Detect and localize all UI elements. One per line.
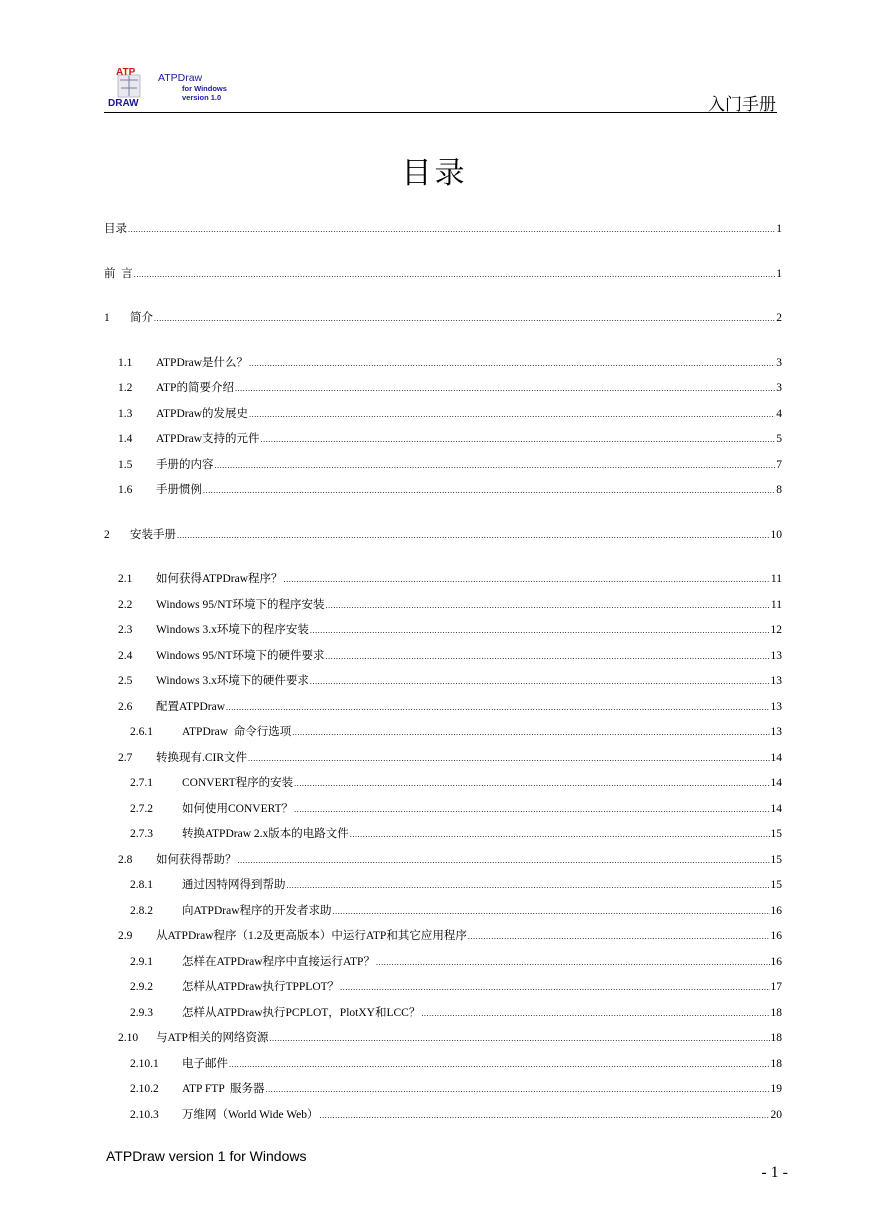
toc-entry-page: 5 xyxy=(776,433,782,445)
toc-entry-title: 安装手册 xyxy=(130,528,176,541)
toc-dot-leader xyxy=(468,929,770,944)
toc-entry-title: Windows 3.x环境下的程序安装 xyxy=(156,624,309,636)
toc-entry[interactable] xyxy=(104,853,782,879)
toc-entry[interactable] xyxy=(104,929,782,955)
toc-entry[interactable] xyxy=(104,432,782,458)
toc-entry-number: 1.5 xyxy=(118,458,133,471)
toc-dot-leader xyxy=(215,458,776,473)
toc-entry[interactable] xyxy=(104,1082,782,1108)
toc-entry-page: 13 xyxy=(770,726,782,738)
header-manual-title: 入门手册 xyxy=(708,95,776,114)
toc-entry-page: 2 xyxy=(776,312,782,324)
toc-entry-page: 15 xyxy=(770,828,782,840)
toc-dot-leader xyxy=(294,776,769,791)
toc-dot-leader xyxy=(326,598,770,613)
toc-entry-number: 2.8.2 xyxy=(130,904,153,917)
table-of-contents xyxy=(104,222,782,1133)
toc-entry-number: 2.8.1 xyxy=(130,879,153,891)
toc-entry[interactable] xyxy=(104,528,782,554)
toc-entry-title: 转换现有.CIR文件 xyxy=(156,751,248,764)
logo-line3: version 1.0 xyxy=(182,93,222,102)
toc-entry-number: 2.7.2 xyxy=(130,802,153,815)
toc-entry-page: 12 xyxy=(770,624,782,636)
atpdraw-logo xyxy=(106,66,251,108)
toc-entry[interactable] xyxy=(104,725,782,751)
toc-dot-leader xyxy=(128,222,775,237)
toc-entry-number: 1.6 xyxy=(118,484,133,496)
toc-entry-number: 2.5 xyxy=(118,675,133,687)
toc-entry-title: 与ATP相关的网络资源 xyxy=(156,1032,269,1044)
toc-entry-title: 配置ATPDraw xyxy=(156,700,225,713)
toc-entry[interactable] xyxy=(104,1031,782,1057)
toc-entry[interactable] xyxy=(104,598,782,624)
toc-entry-number: 2.10 xyxy=(118,1032,139,1044)
toc-entry[interactable] xyxy=(104,904,782,930)
toc-entry-number: 2.2 xyxy=(118,598,133,611)
toc-dot-leader xyxy=(154,311,775,326)
toc-entry-title: 简介 xyxy=(130,312,153,324)
toc-entry[interactable] xyxy=(104,674,782,700)
toc-dot-leader xyxy=(333,904,770,919)
toc-entry-page: 14 xyxy=(770,777,782,789)
toc-entry-page: 20 xyxy=(770,1108,782,1121)
toc-entry-title: 前 言 xyxy=(104,267,133,280)
toc-entry[interactable] xyxy=(104,878,782,904)
logo-line2: for Windows xyxy=(182,84,227,93)
toc-dot-leader xyxy=(320,1108,770,1123)
toc-entry[interactable] xyxy=(104,700,782,726)
toc-entry-title: 电子邮件 xyxy=(182,1057,228,1070)
toc-entry[interactable] xyxy=(104,381,782,407)
toc-entry-page: 18 xyxy=(770,1057,782,1070)
header-divider xyxy=(104,112,777,113)
toc-dot-leader xyxy=(350,827,770,842)
toc-entry-title: 万维网（World Wide Web） xyxy=(182,1108,319,1121)
toc-dot-leader xyxy=(134,267,776,282)
toc-entry-title: ATPDraw 命令行选项 xyxy=(182,726,292,738)
toc-entry-number: 2.6.1 xyxy=(130,726,153,738)
toc-entry[interactable] xyxy=(104,955,782,981)
toc-entry-number: 2.8 xyxy=(118,853,133,866)
toc-dot-leader xyxy=(261,432,776,447)
toc-entry[interactable] xyxy=(104,827,782,853)
toc-entry-title: 向ATPDraw程序的开发者求助 xyxy=(182,904,332,917)
toc-entry-page: 7 xyxy=(776,458,782,471)
toc-entry-page: 14 xyxy=(770,802,782,815)
toc-dot-leader xyxy=(248,751,769,766)
toc-entry-page: 16 xyxy=(770,955,782,968)
toc-entry-number: 2.7 xyxy=(118,751,133,764)
toc-dot-leader xyxy=(287,878,770,893)
footer-product: ATPDraw version 1 for Windows xyxy=(106,1148,307,1164)
toc-entry-title: ATP的简要介绍 xyxy=(156,382,234,394)
toc-entry-title: ATPDraw支持的元件 xyxy=(156,433,260,445)
toc-entry-page: 15 xyxy=(770,879,782,891)
toc-entry[interactable] xyxy=(104,649,782,675)
toc-entry-number: 2.9.3 xyxy=(130,1006,153,1019)
toc-entry[interactable] xyxy=(104,407,782,433)
toc-entry-number: 2.3 xyxy=(118,624,133,636)
toc-entry-page: 1 xyxy=(776,223,782,235)
toc-dot-leader xyxy=(376,955,770,970)
toc-dot-leader xyxy=(238,853,770,868)
toc-entry[interactable] xyxy=(104,980,782,1006)
logo-title: ATPDraw xyxy=(158,72,203,84)
toc-dot-leader xyxy=(310,674,770,689)
toc-entry-number: 2.1 xyxy=(118,573,133,585)
toc-entry-number: 1.3 xyxy=(118,407,133,420)
toc-entry-page: 11 xyxy=(770,573,782,585)
toc-dot-leader xyxy=(310,623,770,638)
toc-entry-page: 16 xyxy=(770,904,782,917)
toc-dot-leader xyxy=(249,407,775,422)
toc-entry[interactable] xyxy=(104,458,782,484)
toc-entry-title: Windows 3.x环境下的硬件要求 xyxy=(156,675,309,687)
toc-entry-number: 2.10.1 xyxy=(130,1057,159,1070)
toc-entry-title: Windows 95/NT环境下的程序安装 xyxy=(156,598,325,611)
toc-entry-title: 怎样从ATPDraw执行PCPLOT，PlotXY和LCC？ xyxy=(182,1006,421,1019)
toc-entry-number: 2.10.2 xyxy=(130,1083,159,1095)
toc-entry-page: 11 xyxy=(770,598,782,611)
toc-entry[interactable] xyxy=(104,311,782,337)
toc-entry-number: 2.7.1 xyxy=(130,777,153,789)
logo-graphic xyxy=(106,66,251,108)
toc-entry-title: ATP FTP 服务器 xyxy=(182,1083,265,1095)
logo-draw: DRAW xyxy=(108,98,139,108)
toc-entry-page: 14 xyxy=(770,751,782,764)
toc-entry-title: 如何获得帮助？ xyxy=(156,853,237,866)
toc-entry-page: 10 xyxy=(770,528,782,541)
toc-entry-page: 17 xyxy=(770,981,782,993)
toc-entry-title: 从ATPDraw程序（1.2及更高版本）中运行ATP和其它应用程序 xyxy=(156,930,467,942)
toc-dot-leader xyxy=(326,649,770,664)
toc-entry-title: 如何使用CONVERT？ xyxy=(182,802,294,815)
toc-entry-title: 怎样在ATPDraw程序中直接运行ATP？ xyxy=(182,955,375,968)
toc-dot-leader xyxy=(292,725,769,740)
toc-dot-leader xyxy=(249,356,775,371)
toc-entry[interactable] xyxy=(104,802,782,828)
toc-entry-number: 2.10.3 xyxy=(130,1108,159,1121)
toc-entry-title: ATPDraw的发展史 xyxy=(156,407,248,420)
toc-entry[interactable] xyxy=(104,572,782,598)
toc-entry[interactable] xyxy=(104,776,782,802)
toc-dot-leader xyxy=(235,381,775,396)
toc-dot-leader xyxy=(226,700,770,715)
toc-entry-number: 2.7.3 xyxy=(130,828,153,840)
toc-entry[interactable] xyxy=(104,222,782,248)
toc-entry-page: 3 xyxy=(776,356,782,369)
logo-atp: ATP xyxy=(116,67,136,78)
toc-dot-leader xyxy=(177,528,770,543)
toc-dot-leader xyxy=(284,572,770,587)
toc-dot-leader xyxy=(229,1057,770,1072)
toc-entry-number: 2.9 xyxy=(118,930,133,942)
toc-entry-number: 2.9.1 xyxy=(130,955,153,968)
toc-entry-page: 3 xyxy=(776,382,782,394)
toc-entry-page: 13 xyxy=(770,649,782,662)
toc-entry-title: CONVERT程序的安装 xyxy=(182,777,294,789)
toc-entry-number: 2.4 xyxy=(118,649,133,662)
toc-entry-number: 2 xyxy=(104,528,110,541)
toc-entry[interactable] xyxy=(104,751,782,777)
toc-entry-title: 手册惯例 xyxy=(156,484,202,496)
toc-entry-number: 1.1 xyxy=(118,356,133,369)
toc-entry-title: 怎样从ATPDraw执行TPPLOT？ xyxy=(182,981,340,993)
toc-entry-page: 8 xyxy=(776,484,782,496)
toc-entry[interactable] xyxy=(104,1057,782,1083)
toc-entry-page: 13 xyxy=(770,700,782,713)
toc-entry-page: 19 xyxy=(770,1083,782,1095)
toc-entry[interactable] xyxy=(104,623,782,649)
toc-dot-leader xyxy=(340,980,769,995)
toc-entry[interactable] xyxy=(104,1006,782,1032)
toc-entry-title: Windows 95/NT环境下的硬件要求 xyxy=(156,649,325,662)
toc-dot-leader xyxy=(266,1082,770,1097)
footer-page-number: - 1 - xyxy=(761,1164,788,1181)
toc-entry-page: 18 xyxy=(770,1032,782,1044)
toc-entry-page: 15 xyxy=(770,853,782,866)
toc-entry-page: 18 xyxy=(770,1006,782,1019)
toc-entry-number: 2.6 xyxy=(118,700,133,713)
toc-entry[interactable] xyxy=(104,267,782,293)
toc-entry-page: 1 xyxy=(776,267,782,280)
toc-entry-title: 如何获得ATPDraw程序？ xyxy=(156,573,283,585)
toc-entry[interactable] xyxy=(104,1108,782,1134)
toc-dot-leader xyxy=(269,1031,769,1046)
page-title: 目录 xyxy=(401,157,468,190)
toc-entry-number: 1 xyxy=(104,312,110,324)
toc-entry-page: 4 xyxy=(776,407,782,420)
toc-entry-page: 13 xyxy=(770,675,782,687)
toc-entry-title: 手册的内容 xyxy=(156,458,214,471)
toc-dot-leader xyxy=(294,802,769,817)
toc-entry-page: 16 xyxy=(770,930,782,942)
toc-entry-title: ATPDraw是什么？ xyxy=(156,356,248,369)
toc-entry-title: 目录 xyxy=(104,223,127,235)
toc-entry-number: 1.2 xyxy=(118,382,133,394)
toc-entry[interactable] xyxy=(104,356,782,382)
toc-entry-title: 通过因特网得到帮助 xyxy=(182,879,286,891)
toc-entry-number: 1.4 xyxy=(118,433,133,445)
toc-dot-leader xyxy=(203,483,775,498)
toc-entry[interactable] xyxy=(104,483,782,509)
toc-entry-number: 2.9.2 xyxy=(130,981,153,993)
toc-entry-title: 转换ATPDraw 2.x版本的电路文件 xyxy=(182,828,349,840)
toc-dot-leader xyxy=(421,1006,769,1021)
